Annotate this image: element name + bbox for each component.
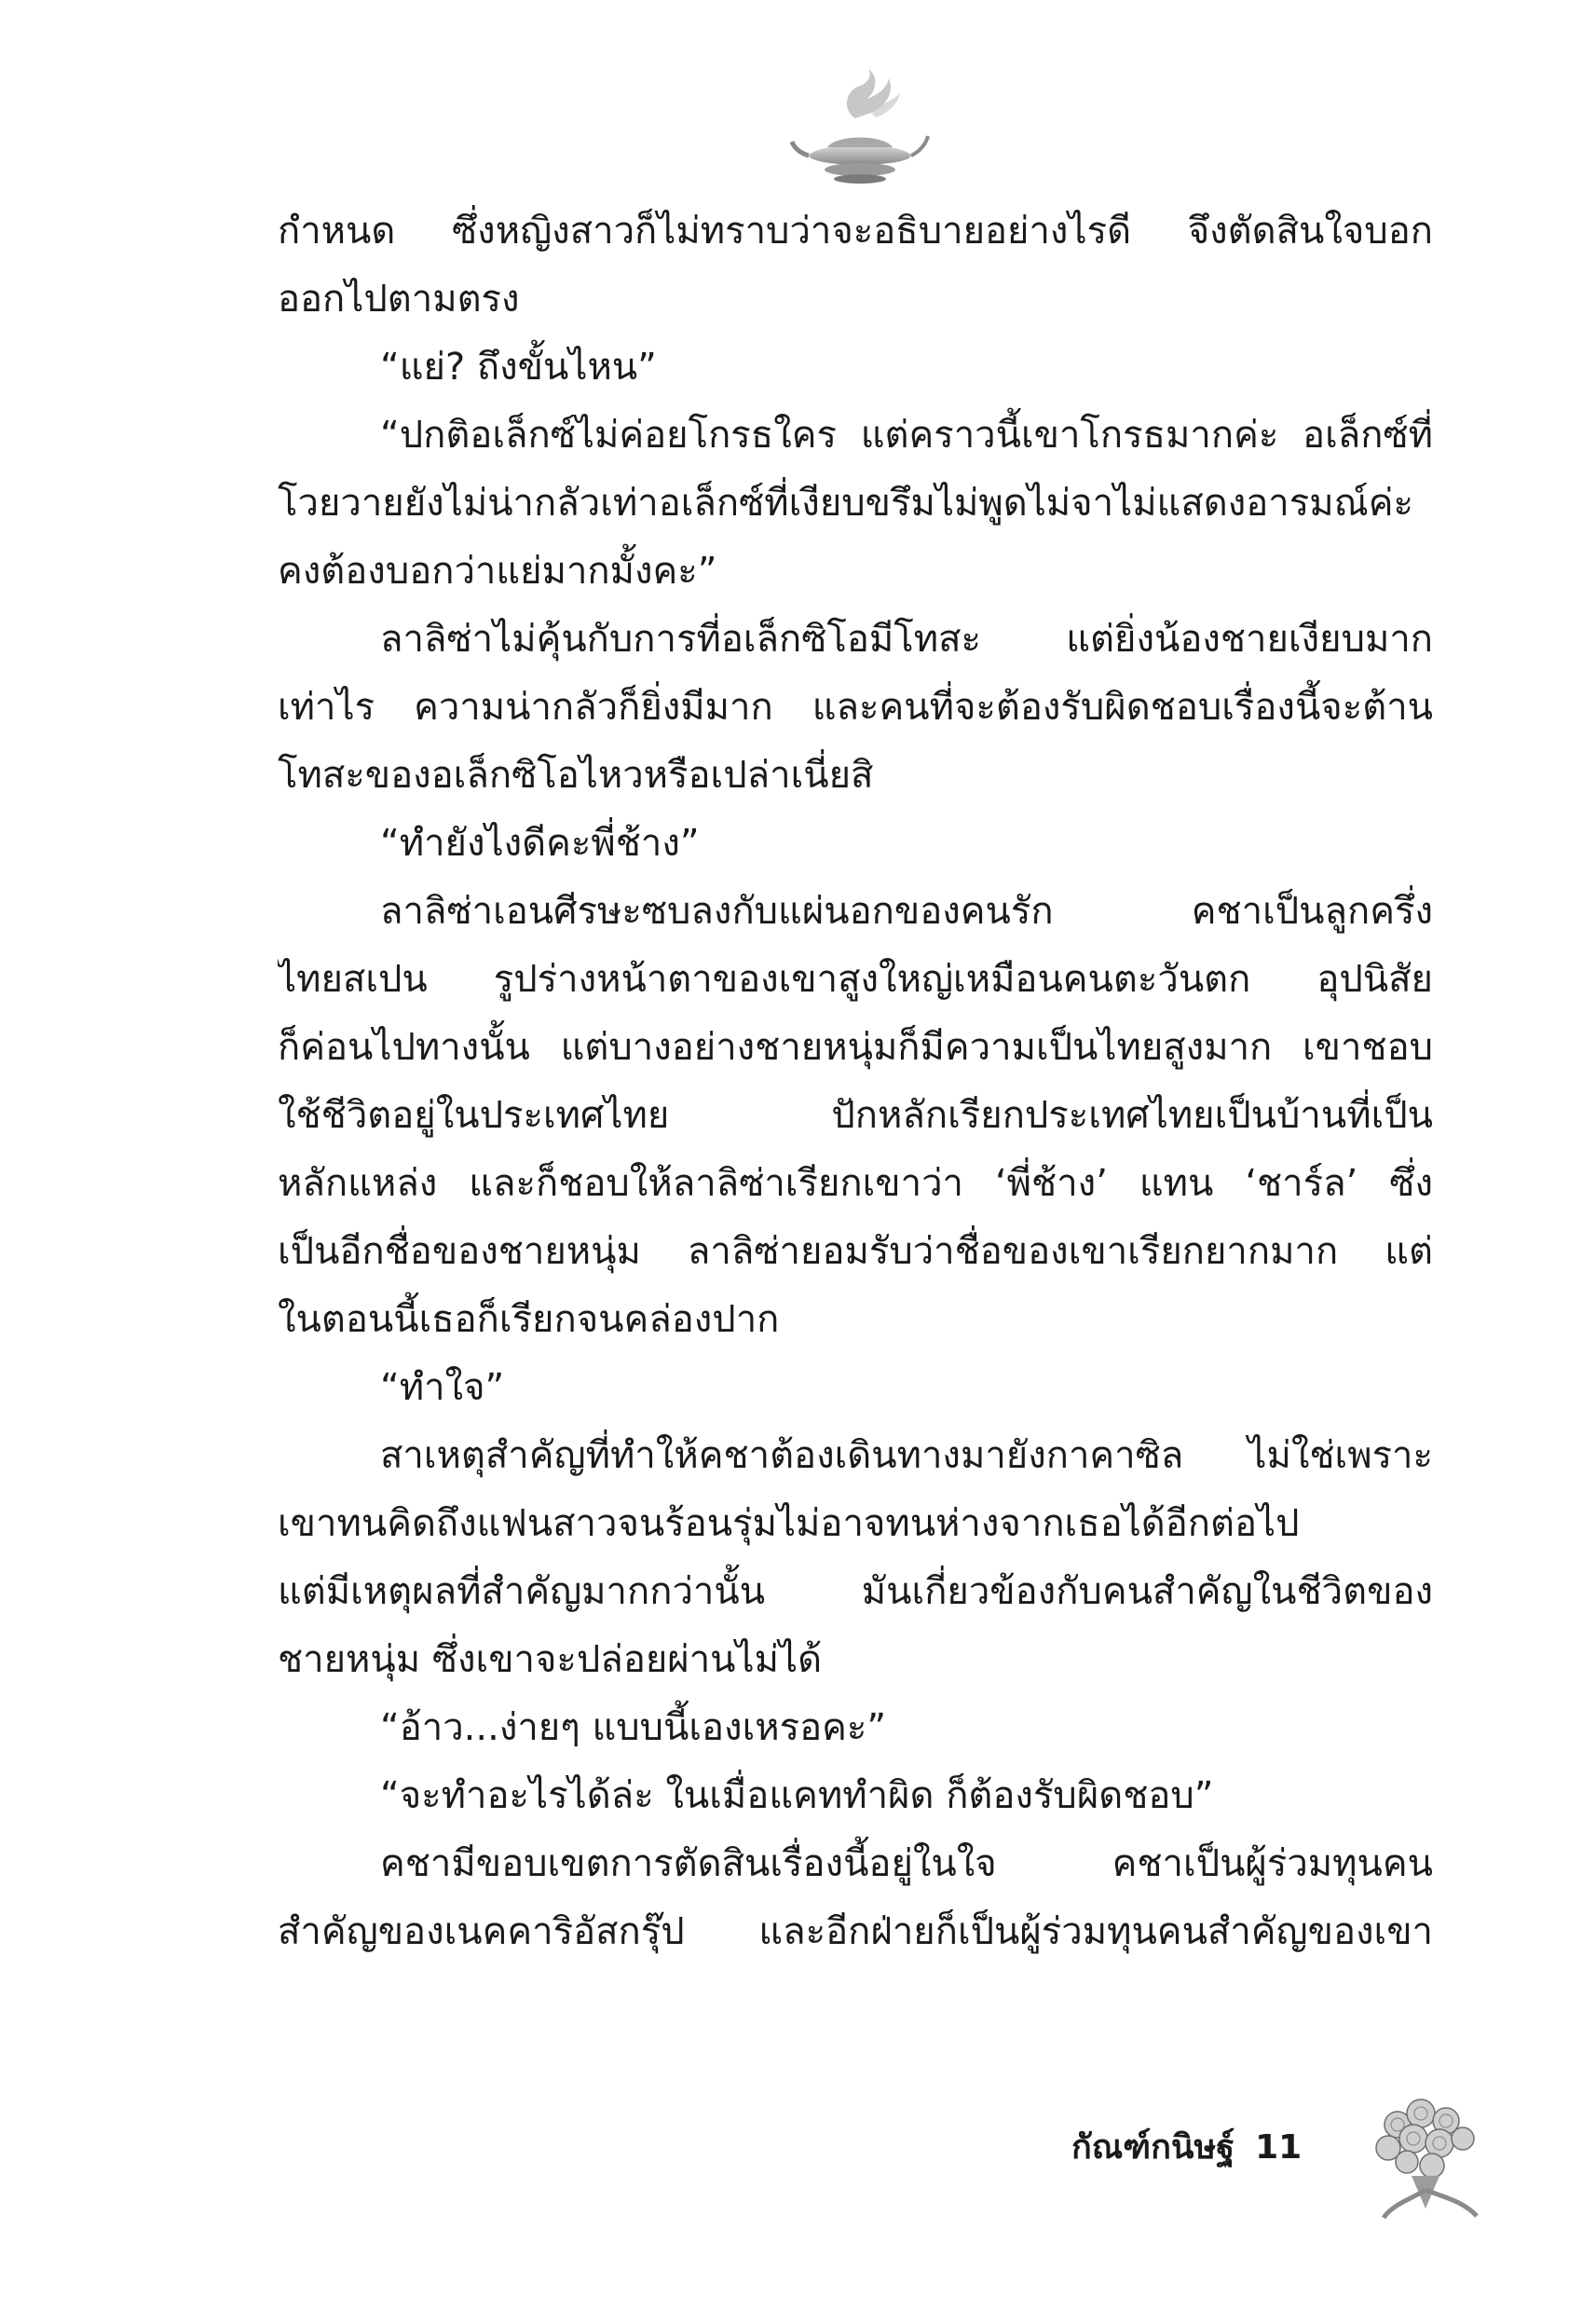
text-line: เป็นอีกชื่อของชายหนุ่ม ลาลิซ่ายอมรับว่าชื่อของเขาเรียกยากมาก แต่ [278,1230,1433,1273]
text-line: หลักแหล่ง และก็ชอบให้ลาลิซ่าเรียกเขาว่า ‘พี่ช้าง’ แทน ‘ชาร์ล’ ซึ่ง [278,1162,1433,1205]
book-title: กัณฑ์กนิษฐ์ [1071,2128,1235,2167]
text-line: แต่มีเหตุผลที่สำคัญมากกว่านั้น มันเกี่ยวข้องกับคนสำคัญในชีวิตของ [278,1570,1433,1613]
text-line: โทสะของอเล็กซิโอไหวหรือเปล่าเนี่ยสิ [278,754,874,797]
lamp-icon [790,67,930,188]
text-line: ออกไปตามตรง [278,278,520,321]
text-line: “ทำยังไงดีคะพี่ช้าง” [380,822,700,865]
text-line: ชายหนุ่ม ซึ่งเขาจะปล่อยผ่านไม่ได้ [278,1638,823,1681]
text-line: “แย่? ถึงขั้นไหน” [380,346,657,389]
body-text [278,198,1433,1966]
text-line: “ปกติอเล็กซ์ไม่ค่อยโกรธใคร แต่คราวนี้เขาโกรธมากค่ะ อเล็กซ์ที่ [380,414,1433,457]
text-line: คชามีขอบเขตการตัดสินเรื่องนี้อยู่ในใจ คชาเป็นผู้ร่วมทุนคน [380,1842,1433,1885]
text-line: ไทยสเปน รูปร่างหน้าตาของเขาสูงใหญ่เหมือนคนตะวันตก อุปนิสัย [278,958,1433,1001]
page-footer [1071,2120,1302,2173]
text-line: กำหนด ซึ่งหญิงสาวก็ไม่ทราบว่าจะอธิบายอย่างไรดี จึงตัดสินใจบอก [278,210,1433,253]
text-line: โวยวายยังไม่น่ากลัวเท่าอเล็กซ์ที่เงียบขรึมไม่พูดไม่จาไม่แสดงอารมณ์ค่ะ [278,482,1413,525]
text-line: “จะทำอะไรได้ล่ะ ในเมื่อแคททำผิด ก็ต้องรับผิดชอบ” [380,1774,1214,1817]
text-line: สำคัญของเนคคาริอัสกรุ๊ป และอีกฝ่ายก็เป็นผู้ร่วมทุนคนสำคัญของเขา [278,1910,1433,1953]
text-line: ลาลิซ่าไม่คุ้นกับการที่อเล็กซิโอมีโทสะ แต่ยิ่งน้องชายเงียบมาก [380,618,1433,661]
text-line: “ทำใจ” [380,1366,505,1409]
bouquet-icon [1356,2087,1495,2227]
text-line: ลาลิซ่าเอนศีรษะซบลงกับแผ่นอกของคนรัก คชาเป็นลูกครึ่ง [380,890,1433,933]
text-line: ก็ค่อนไปทางนั้น แต่บางอย่างชายหนุ่มก็มีความเป็นไทยสูงมาก เขาชอบ [278,1026,1433,1069]
text-line: เท่าไร ความน่ากลัวก็ยิ่งมีมาก และคนที่จะต้องรับผิดชอบเรื่องนี้จะต้าน [278,686,1433,729]
text-line: ในตอนนี้เธอก็เรียกจนคล่องปาก [278,1298,780,1341]
text-line: คงต้องบอกว่าแย่มากมั้งคะ” [278,550,717,593]
page-number: 11 [1255,2128,1303,2167]
text-line: สาเหตุสำคัญที่ทำให้คชาต้องเดินทางมายังกาคาซิล ไม่ใช่เพราะ [380,1434,1433,1477]
text-line: ใช้ชีวิตอยู่ในประเทศไทย ปักหลักเรียกประเทศไทยเป็นบ้านที่เป็น [278,1094,1433,1137]
text-line: เขาทนคิดถึงแฟนสาวจนร้อนรุ่มไม่อาจทนห่างจากเธอได้อีกต่อไป [278,1502,1300,1545]
text-line: “อ้าว...ง่ายๆ แบบนี้เองเหรอคะ” [380,1706,887,1749]
